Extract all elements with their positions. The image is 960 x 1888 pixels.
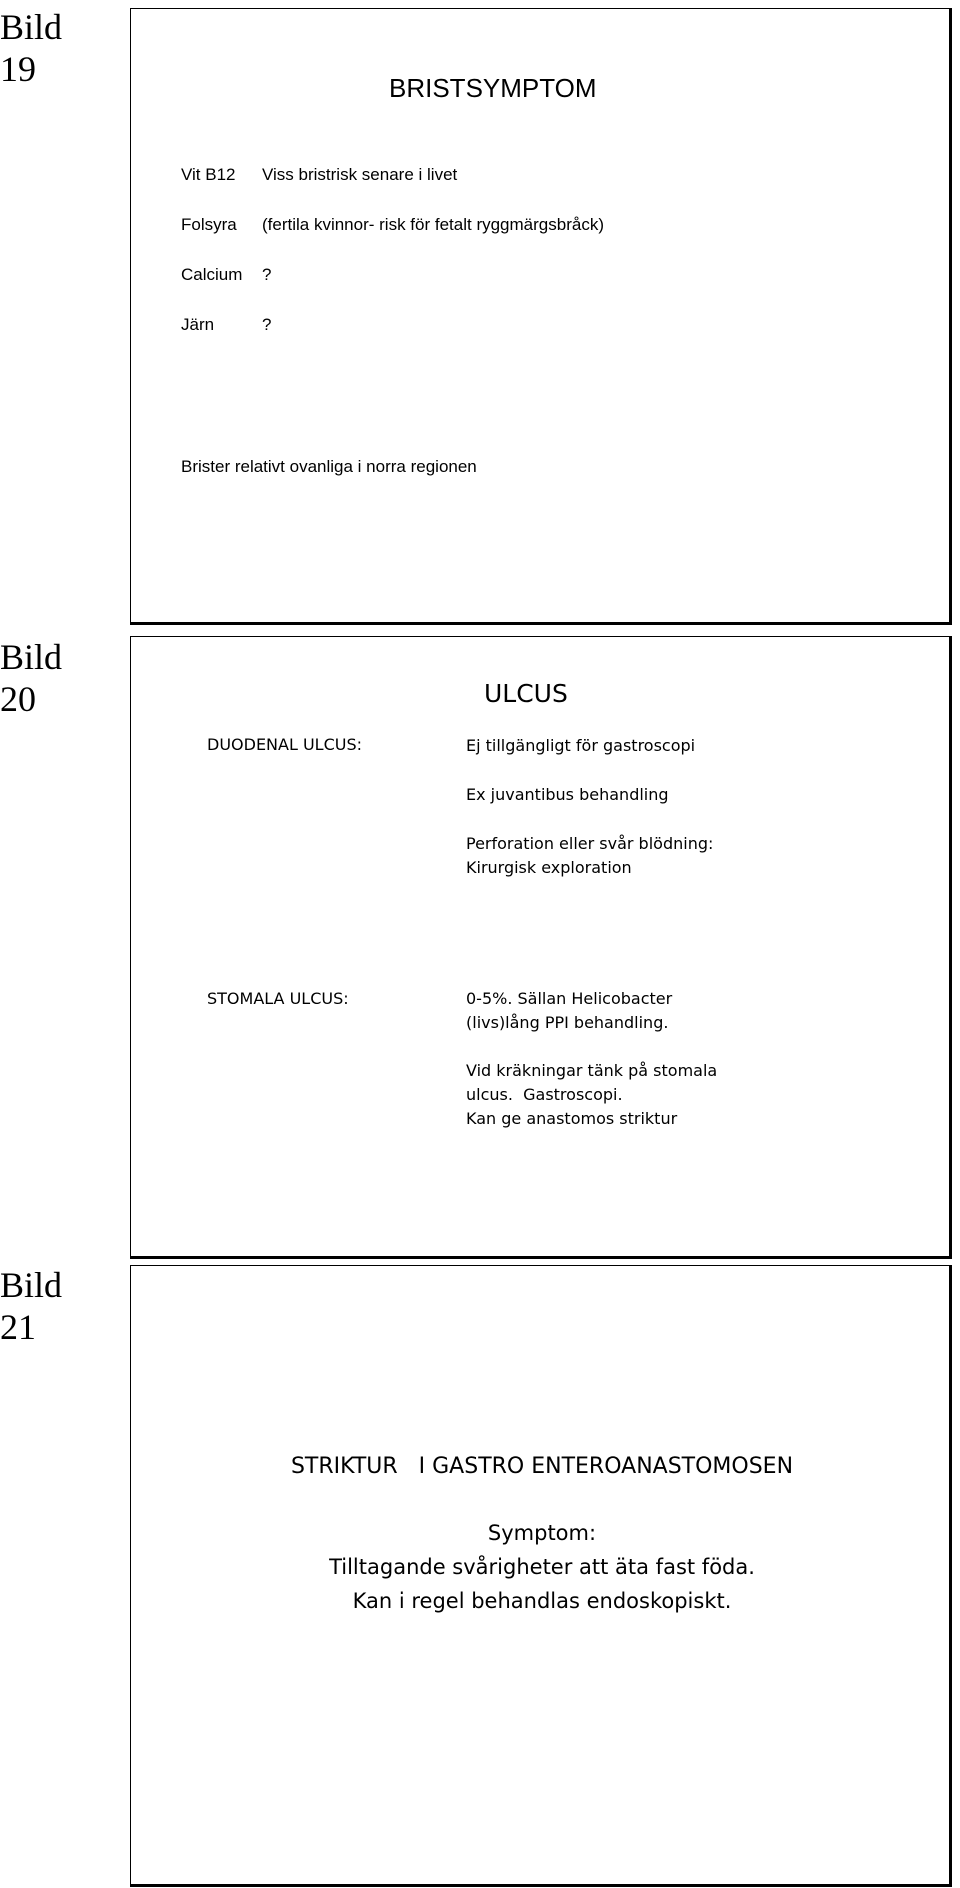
slide-label-number: 21 [0, 1307, 36, 1347]
body-line: Symptom: [487, 1521, 597, 1545]
duodenal-line: Perforation eller svår blödning: [466, 834, 714, 853]
body-line: Tilltagande svårigheter att äta fast föda. [329, 1555, 755, 1579]
stomala-line: Kan ge anastomos striktur [466, 1109, 678, 1128]
slide-21 [130, 1265, 952, 1887]
row-key-folsyra: Folsyra [181, 215, 237, 234]
row-value-calcium: ? [262, 265, 272, 284]
stomala-line: (livs)lång PPI behandling. [466, 1013, 669, 1032]
section-heading-duodenal: DUODENAL ULCUS: [207, 735, 363, 754]
row-key-calcium: Calcium [181, 265, 243, 284]
slide-label-word: Bild [0, 7, 63, 47]
row-value-folsyra: (fertila kvinnor- risk för fetalt ryggmärgsbråck) [262, 215, 604, 234]
stomala-line: 0-5%. Sällan Helicobacter [466, 989, 673, 1008]
duodenal-line: Ex juvantibus behandling [466, 785, 669, 804]
slide-20 [130, 636, 952, 1259]
slide-label-number: 19 [0, 49, 36, 89]
duodenal-line: Kirurgisk exploration [466, 858, 632, 877]
slide-label-21 [0, 1264, 120, 1348]
stomala-line: ulcus. Gastroscopi. [466, 1085, 623, 1104]
slide-title: ULCUS [484, 679, 568, 708]
body-line: Kan i regel behandlas endoskopiskt. [352, 1589, 732, 1613]
row-key-jarn: Järn [181, 315, 215, 334]
duodenal-line: Ej tillgängligt för gastroscopi [466, 736, 696, 755]
section-heading-stomala: STOMALA ULCUS: [207, 989, 349, 1008]
slide-title: STRIKTUR I GASTRO ENTEROANASTOMOSEN [290, 1454, 794, 1479]
slide-label-19 [0, 6, 120, 90]
row-value-vit-b12: Viss bristrisk senare i livet [262, 165, 458, 184]
slide-title: BRISTSYMPTOM [389, 73, 597, 103]
row-value-jarn: ? [262, 315, 272, 334]
slide-19 [130, 8, 952, 625]
slide-label-word: Bild [0, 637, 63, 677]
stomala-line: Vid kräkningar tänk på stomala [466, 1061, 718, 1080]
slide-label-word: Bild [0, 1265, 63, 1305]
row-key-vit-b12: Vit B12 [181, 165, 236, 184]
slide-note: Brister relativt ovanliga i norra regionen [181, 457, 477, 476]
slide-label-number: 20 [0, 679, 36, 719]
slide-label-20 [0, 636, 120, 720]
